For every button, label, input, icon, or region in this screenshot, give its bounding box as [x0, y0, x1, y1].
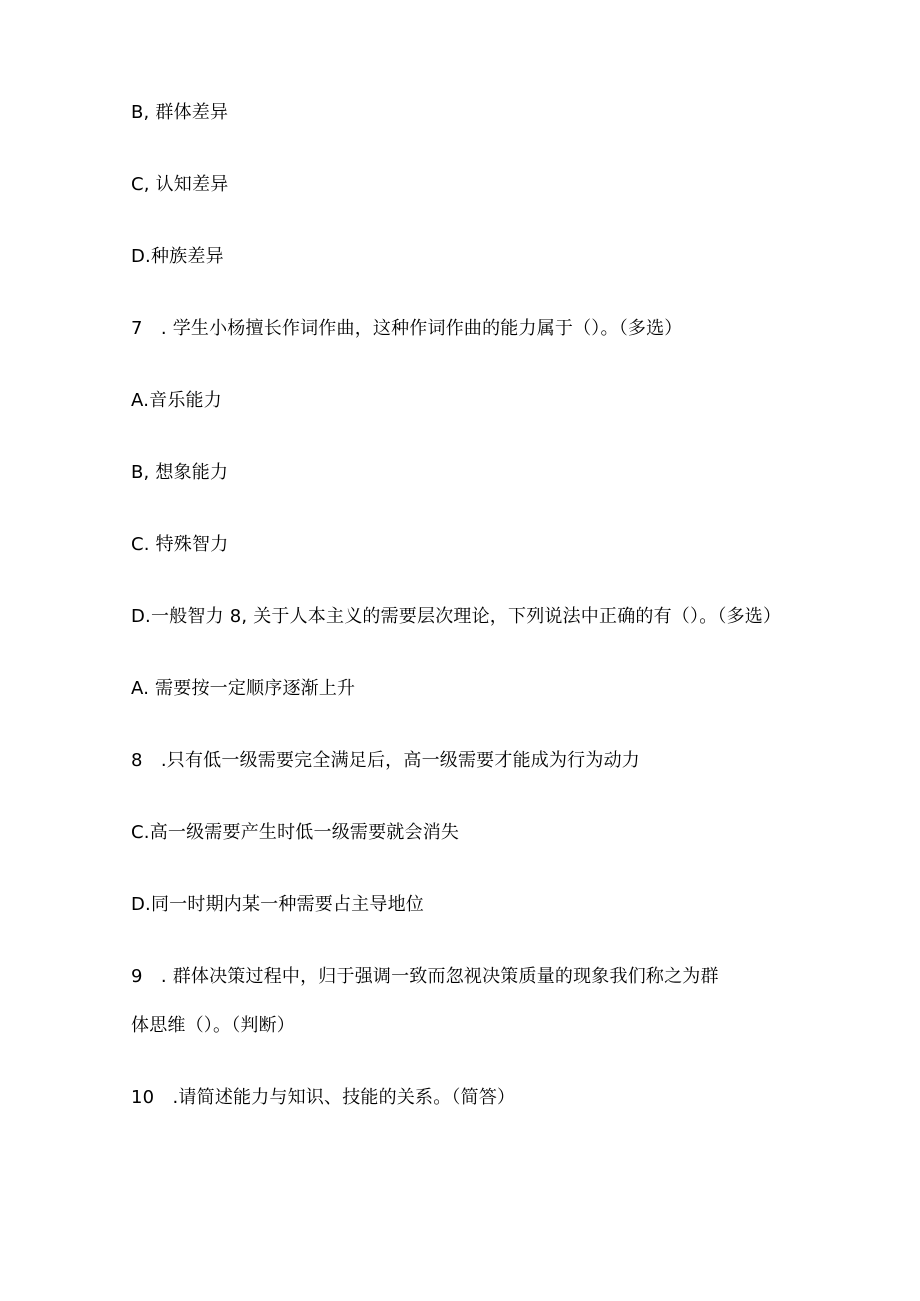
- option-a-music-ability: A.音乐能力: [131, 390, 222, 411]
- option-c-special-intelligence: C. 特殊智力: [131, 534, 229, 555]
- option-c-lower-needs-disappear: C.高一级需要产生时低一级需要就会消失: [131, 822, 460, 843]
- question-10: 10 .请简述能力与知识、技能的关系。（简答）: [131, 1087, 516, 1108]
- question-7: 7 . 学生小杨擅长作词作曲，这种作词作曲的能力属于（）。（多选）: [131, 318, 683, 339]
- option-b-lower-needs-satisfied: 8 .只有低一级需要完全满足后，高一级需要才能成为行为动力: [131, 750, 640, 771]
- option-d-ethnic-difference: D.种族差异: [131, 246, 224, 267]
- option-c-cognitive-difference: C, 认知差异: [131, 174, 229, 195]
- question-9-line-2: 体思维（）。（判断）: [131, 1015, 295, 1036]
- option-d-dominant-need: D.同一时期内某一种需要占主导地位: [131, 894, 424, 915]
- option-b-imagination-ability: B, 想象能力: [131, 462, 229, 483]
- option-a-needs-ascend: A. 需要按一定顺序逐渐上升: [131, 678, 356, 699]
- option-d-and-question-8: D.一般智力 8, 关于人本主义的需要层次理论，下列说法中正确的有（）。（多选）: [131, 606, 782, 627]
- question-9-line-1: 9 . 群体决策过程中，归于强调一致而忽视决策质量的现象我们称之为群: [131, 966, 719, 987]
- option-b-group-difference: B, 群体差异: [131, 102, 229, 123]
